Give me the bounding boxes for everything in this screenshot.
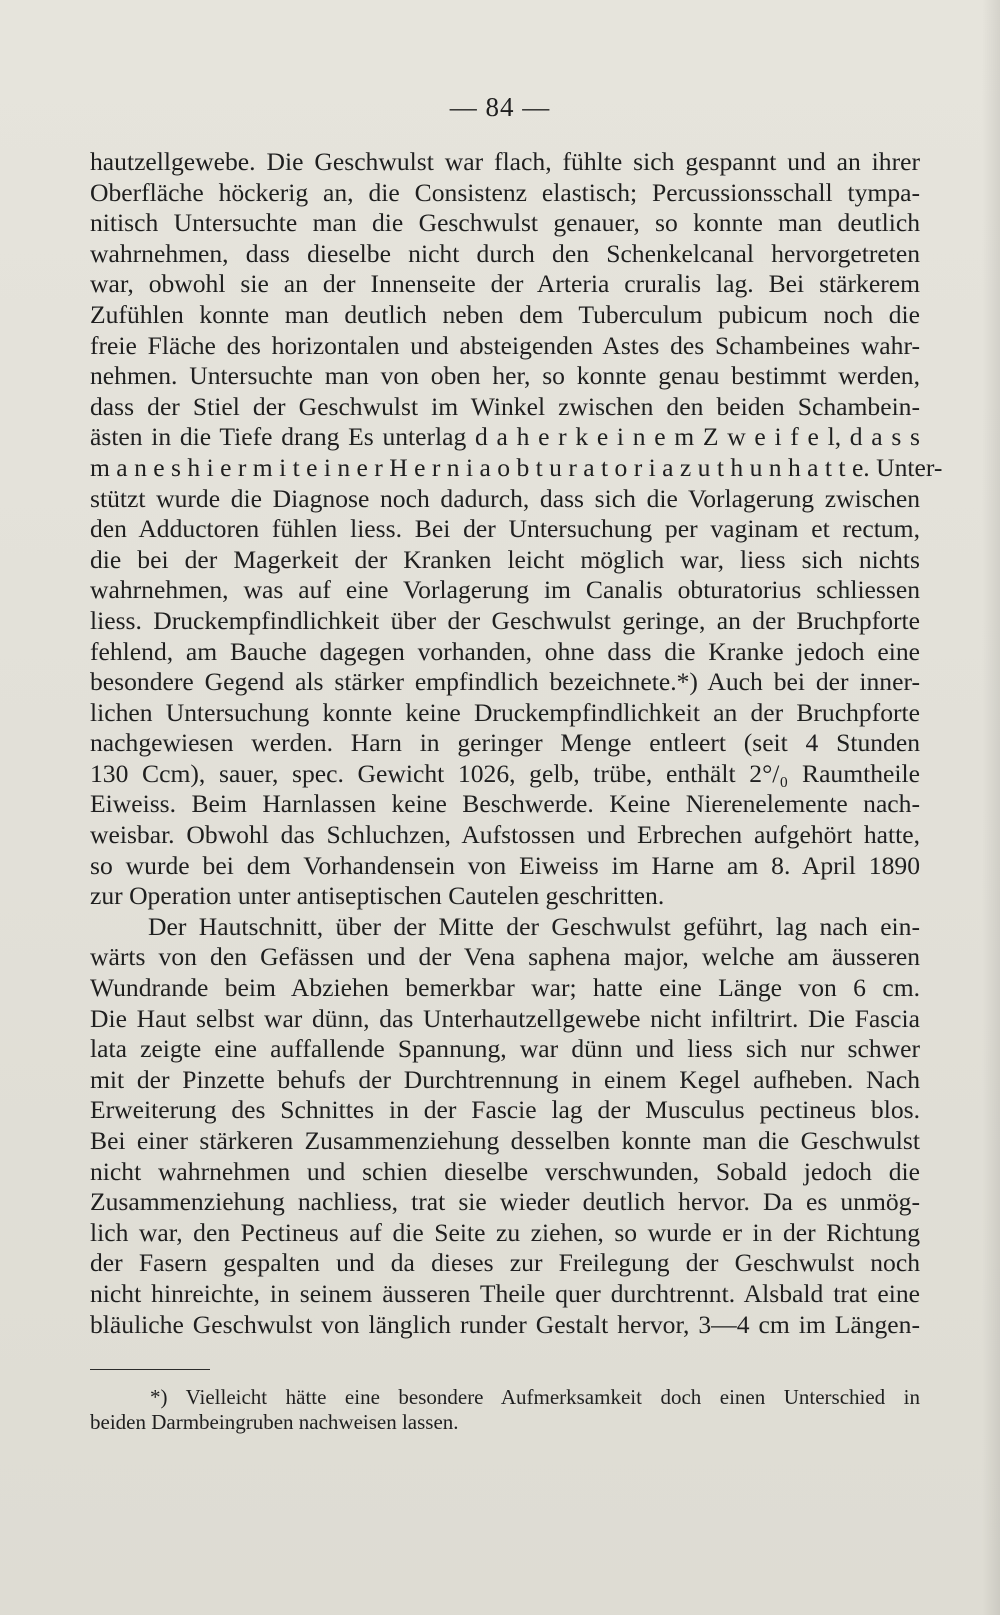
body-line: nachgewiesen werden. Harn in geringer Menge entleert (seit 4 Stunden xyxy=(90,728,920,758)
body-line: 130 Ccm), sauer, spec. Gewicht 1026, gelb, trübe, enthält 2°/₀ Raumtheile xyxy=(90,758,920,788)
body-line: stützt wurde die Diagnose noch dadurch, dass sich die Vorlagerung zwischen xyxy=(90,483,920,513)
footnote xyxy=(90,1385,920,1435)
body-line: dass der Stiel der Geschwulst im Winkel zwischen den beiden Schambein- xyxy=(90,391,920,421)
body-line: Wundrande beim Abziehen bemerkbar war; hatte eine Länge von 6 cm. xyxy=(90,973,920,1003)
body-line: zur Operation unter antiseptischen Cautelen geschritten. xyxy=(90,881,665,911)
body-line: Oberfläche höckerig an, die Consistenz elastisch; Percussionsschall tympa- xyxy=(90,177,920,207)
body-line: mit der Pinzette behufs der Durchtrennung in einem Kegel aufheben. Nach xyxy=(90,1064,920,1094)
body-line: ästen in die Tiefe drang Es unterlag d a h e r k e i n e m Z w e i f e l, d a s s xyxy=(90,422,920,452)
body-line: nicht wahrnehmen und schien dieselbe verschwunden, Sobald jedoch die xyxy=(90,1156,920,1186)
body-line: hautzellgewebe. Die Geschwulst war flach, fühlte sich gespannt und an ihrer xyxy=(90,147,920,176)
body-line: nehmen. Untersuchte man von oben her, so konnte genau bestimmt werden, xyxy=(90,361,920,391)
body-line: Zusammenziehung nachliess, trat sie wieder deutlich hervor. Da es unmög- xyxy=(90,1187,920,1217)
body-line: lichen Untersuchung konnte keine Druckempfindlichkeit an der Bruchpforte xyxy=(90,697,920,727)
body-line: den Adductoren fühlen liess. Bei der Untersuchung per vaginam et rectum, xyxy=(90,514,920,544)
body-line: nicht hinreichte, in seinem äusseren Theile quer durchtrennt. Alsbald trat eine xyxy=(90,1278,920,1308)
body-line: Erweiterung des Schnittes in der Fascie lag der Musculus pectineus blos. xyxy=(90,1095,920,1125)
body-line: Bei einer stärkeren Zusammenziehung desselben konnte man die Geschwulst xyxy=(90,1126,920,1155)
body-text xyxy=(90,147,943,1340)
body-line: freie Fläche des horizontalen und absteigenden Astes des Schambeines wahr- xyxy=(90,330,920,360)
body-line: wahrnehmen, dass dieselbe nicht durch den Schenkelcanal hervorgetreten xyxy=(90,238,920,268)
body-line: der Fasern gespalten und da dieses zur Freilegung der Geschwulst noch xyxy=(90,1248,920,1278)
body-line: m a n e s h i e r m i t e i n e r H e r n i a o b t u r a t o r i a z u t h u n h a t t e. Unter- xyxy=(90,452,943,482)
body-line: liess. Druckempfindlichkeit über der Geschwulst geringe, an der Bruchpforte xyxy=(90,605,920,635)
body-line: Eiweiss. Beim Harnlassen keine Beschwerde. Keine Nierenelemente nach- xyxy=(90,789,920,819)
body-line: lich war, den Pectineus auf die Seite zu ziehen, so wurde er in der Richtung xyxy=(90,1217,920,1247)
body-line: Die Haut selbst war dünn, das Unterhautzellgewebe nicht infiltrirt. Die Fascia xyxy=(90,1003,920,1033)
body-line: besondere Gegend als stärker empfindlich bezeichnete.*) Auch bei der inner- xyxy=(90,667,920,697)
body-line: Zufühlen konnte man deutlich neben dem Tuberculum pubicum noch die xyxy=(90,299,920,329)
body-line: war, obwohl sie an der Innenseite der Arteria cruralis lag. Bei stärkerem xyxy=(90,269,920,299)
page-number: — 84 — xyxy=(449,92,551,122)
body-line: wärts von den Gefässen und der Vena saphena major, welche am äusseren xyxy=(90,942,920,972)
body-line: so wurde bei dem Vorhandensein von Eiweiss im Harne am 8. April 1890 xyxy=(90,850,920,880)
body-line: nitisch Untersuchte man die Geschwulst genauer, so konnte man deutlich xyxy=(90,208,920,238)
body-line: fehlend, am Bauche dagegen vorhanden, ohne dass die Kranke jedoch eine xyxy=(90,636,920,666)
body-line: lata zeigte eine auffallende Spannung, war dünn und liess sich nur schwer xyxy=(90,1034,920,1064)
body-line: die bei der Magerkeit der Kranken leicht möglich war, liess sich nichts xyxy=(90,544,920,574)
footnote-rule xyxy=(90,1369,210,1370)
body-line: Der Hautschnitt, über der Mitte der Geschwulst geführt, lag nach ein- xyxy=(148,911,920,941)
footnote-line: *) Vielleicht hätte eine besondere Aufmerksamkeit doch einen Unterschied in xyxy=(150,1385,920,1409)
body-line: wahrnehmen, was auf eine Vorlagerung im Canalis obturatorius schliessen xyxy=(90,575,920,605)
body-line: bläuliche Geschwulst von länglich runder Gestalt hervor, 3—4 cm im Längen- xyxy=(90,1309,920,1339)
body-line: weisbar. Obwohl das Schluchzen, Aufstossen und Erbrechen aufgehört hatte, xyxy=(90,820,920,850)
footnote-line: beiden Darmbeingruben nachweisen lassen. xyxy=(90,1410,459,1434)
